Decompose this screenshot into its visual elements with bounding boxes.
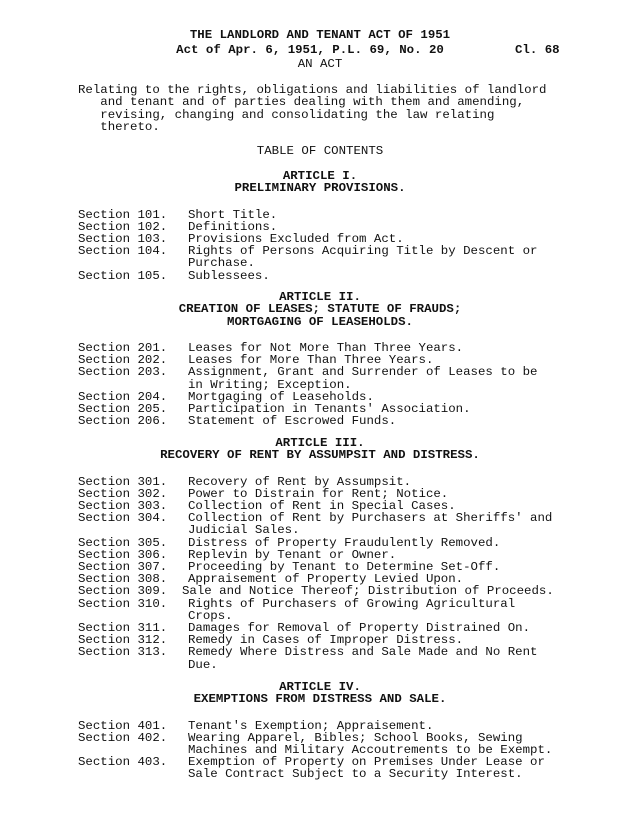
section-number: Section 203. [78,365,168,380]
section-number: Section 312. [78,633,168,648]
section-number: Section 103. [78,232,168,246]
section-number: Section 302. [78,486,168,501]
section-number: Section 202. [78,353,168,368]
an-act-label: AN ACT [297,57,343,71]
section-list [0,720,640,781]
article-4 [0,681,640,781]
section-list [0,476,640,671]
toc-entry [0,646,640,670]
article-number: ARTICLE IV. [279,680,361,694]
toc-entry [0,476,640,488]
section-number: Section 303. [78,499,168,513]
toc-entry [0,720,640,732]
section-number: Section 101. [78,207,168,222]
article-number: ARTICLE I. [282,169,358,183]
act-class-number: Cl. 68 [515,43,560,57]
article-1 [0,170,640,282]
section-title: Sale and Notice Thereof; Distribution of Proceeds. [182,584,554,599]
toc-entry [0,209,640,221]
act-citation: Act of Apr. 6, 1951, P.L. 69, No. 20 [176,43,444,57]
section-title: Replevin by Tenant or Owner. [188,547,397,562]
article-title: RECOVERY OF RENT BY ASSUMPSIT AND DISTRESS. [160,448,480,463]
toc-entry [0,245,640,269]
toc-entry [0,512,640,536]
toc-entry [0,537,640,549]
article-title: CREATION OF LEASES; STATUTE OF FRAUDS; MORTGAGING OF LEASEHOLDS. [178,302,462,329]
article-2 [0,291,640,427]
toc-entry [0,598,640,622]
section-title: Collection of Rent by Purchasers at Sheriffs' and Judicial Sales. [188,511,553,538]
section-title: Damages for Removal of Property Distrained On. [188,621,531,636]
section-title: Sublessees. [188,268,270,283]
section-title: Leases for More Than Three Years. [188,353,434,368]
section-number: Section 206. [78,414,168,429]
toc-entry [0,585,640,597]
section-title: Definitions. [188,219,278,234]
section-title: Rights of Purchasers of Growing Agricultural Crops. [188,596,516,623]
article-title: EXEMPTIONS FROM DISTRESS AND SALE. [193,692,447,707]
section-number: Section 105. [78,268,168,283]
article-3 [0,437,640,671]
section-title: Recovery of Rent by Assumpsit. [188,474,412,489]
section-number: Section 301. [78,474,168,489]
section-number: Section 310. [78,596,168,611]
section-number: Section 306. [78,547,168,562]
section-number: Section 308. [78,572,168,587]
toc-entry [0,732,640,756]
section-title: Remedy Where Distress and Sale Made and No Rent Due. [188,645,538,672]
section-title: Statement of Escrowed Funds. [188,414,397,429]
section-number: Section 304. [78,511,168,526]
section-number: Section 311. [78,621,168,636]
section-number: Section 309. [78,584,168,599]
section-list [0,342,640,427]
section-number: Section 205. [78,401,168,416]
section-number: Section 204. [78,389,168,404]
article-title: PRELIMINARY PROVISIONS. [234,181,406,196]
section-list [0,209,640,282]
toc-entry [0,270,640,282]
toc-entry [0,415,640,427]
act-header [0,28,640,71]
section-title: Exemption of Property on Premises Under Lease or Sale Contract Subject to a Security Interest. [188,755,545,782]
article-number: ARTICLE II. [279,290,361,304]
section-title: Wearing Apparel, Bibles; School Books, Sewing Machines and Military Accoutrements to be Exempt. [188,730,553,757]
section-title: Participation in Tenants' Association. [188,401,471,416]
section-number: Section 305. [78,535,168,550]
section-title: Power to Distrain for Rent; Notice. [188,486,449,501]
section-number: Section 313. [78,645,168,660]
section-number: Section 307. [78,560,168,575]
section-title: Mortgaging of Leaseholds. [188,389,374,404]
article-number: ARTICLE III. [275,436,365,450]
act-citation-line [0,43,640,58]
section-title: Leases for Not More Than Three Years. [188,340,464,355]
section-title: Proceeding by Tenant to Determine Set-Off. [188,560,501,575]
toc-entry [0,366,640,390]
section-number: Section 102. [78,219,168,234]
section-title: Provisions Excluded from Act. [188,232,404,246]
section-title: Appraisement of Property Levied Upon. [188,572,464,587]
section-title: Collection of Rent in Special Cases. [188,499,456,513]
section-title: Remedy in Cases of Improper Distress. [188,633,464,648]
section-number: Section 201. [78,340,168,355]
act-title: THE LANDLORD AND TENANT ACT OF 1951 [189,28,451,42]
toc-entry [0,756,640,780]
act-preamble: Relating to the rights, obligations and liabilities of landlord and tenant and of parties dealing with them and amending, revising, changing and consolidating the law relating thereto. [78,83,547,134]
section-title: Short Title. [188,207,278,222]
section-number: Section 403. [78,755,168,770]
section-number: Section 401. [78,718,168,733]
section-title: Tenant's Exemption; Appraisement. [188,718,434,733]
section-title: Assignment, Grant and Surrender of Leases to be in Writing; Exception. [188,365,538,392]
section-title: Rights of Persons Acquiring Title by Descent or Purchase. [188,244,538,271]
section-title: Distress of Property Fraudulently Removed. [188,535,501,550]
section-number: Section 104. [78,244,168,259]
toc-heading: TABLE OF CONTENTS [256,144,384,158]
section-number: Section 402. [78,730,168,745]
